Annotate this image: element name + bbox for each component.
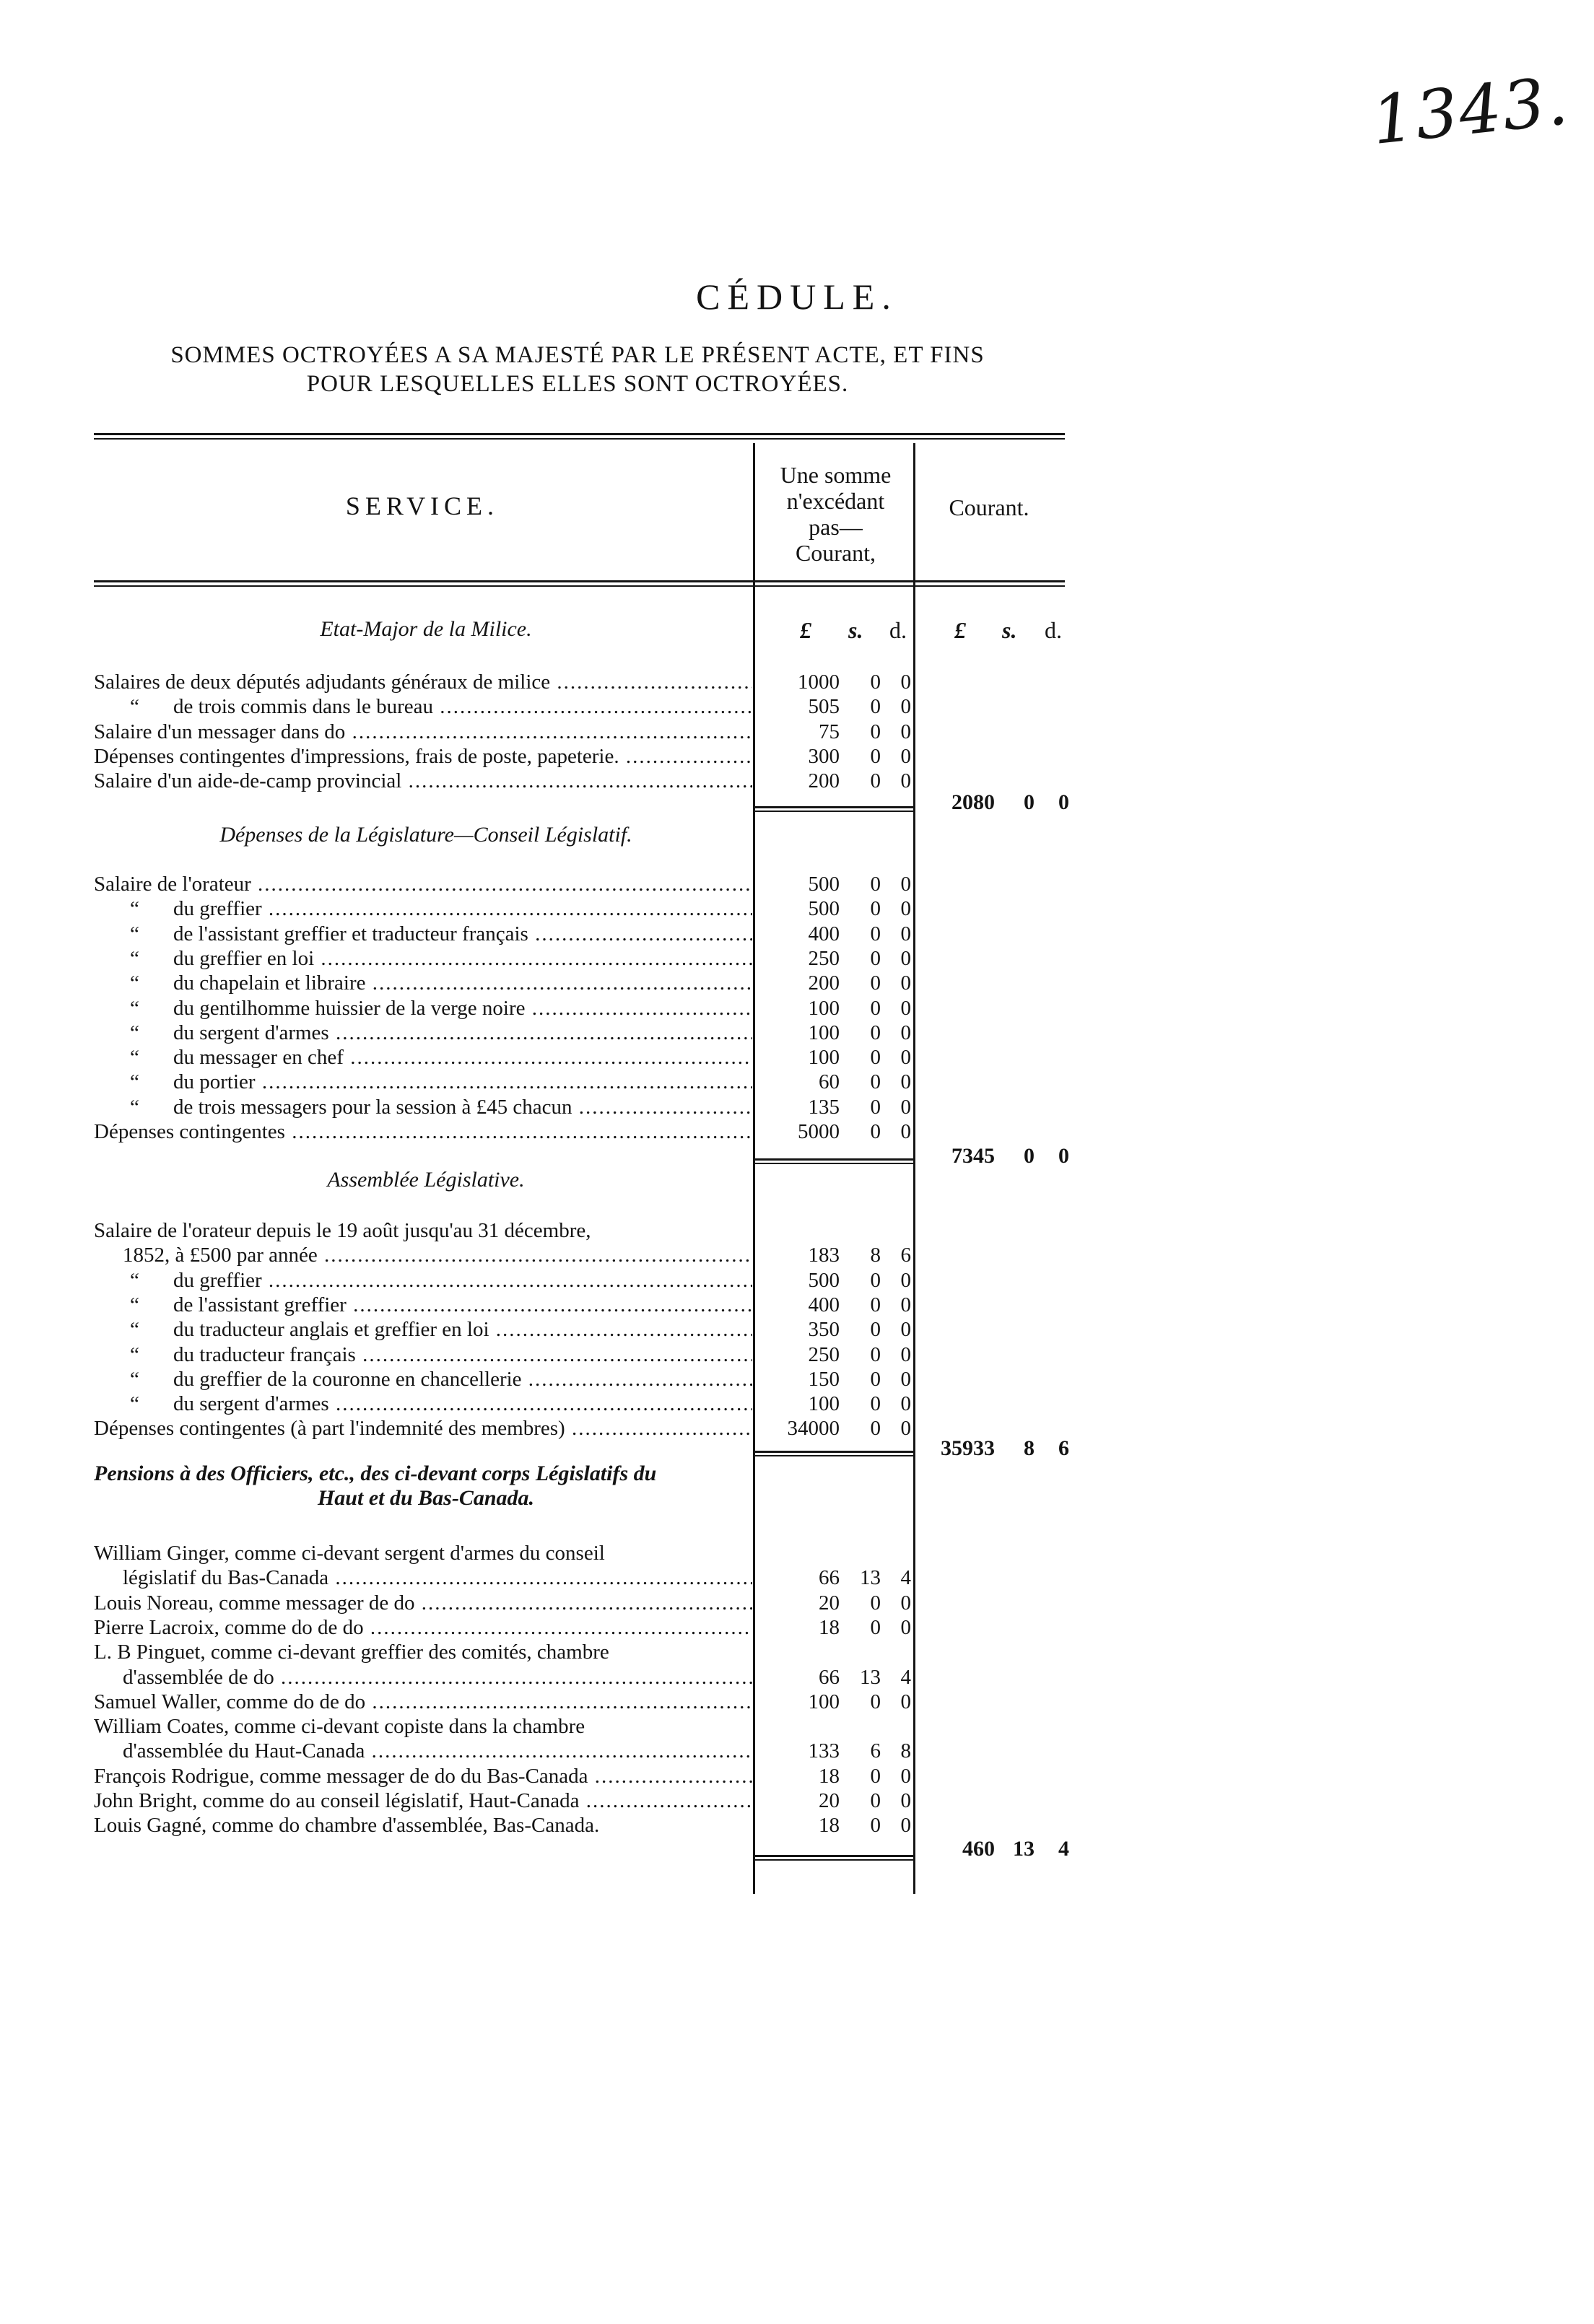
shillings-amount: 0 — [870, 1021, 881, 1044]
table-row — [94, 694, 911, 719]
table-row — [94, 1070, 911, 1094]
shillings-amount: 0 — [870, 1814, 881, 1838]
pounds-amount: 200 — [808, 769, 840, 793]
top-double-rule-2 — [94, 438, 1065, 440]
table-row — [94, 1591, 911, 1615]
row-description — [94, 769, 752, 793]
total-pounds: 7345 — [951, 1144, 995, 1168]
total-pence: 0 — [1058, 1144, 1069, 1168]
pounds-amount: 400 — [808, 922, 840, 945]
row-text: Dépenses contingentes — [94, 1120, 285, 1143]
row-text: du traducteur français — [173, 1342, 356, 1366]
subtitle-line-2: POUR LESQUELLES ELLES SONT OCTROYÉES. — [306, 371, 849, 397]
pounds-amount: 250 — [808, 1342, 840, 1366]
ditto-mark: “ — [130, 1367, 139, 1391]
pounds-amount: 500 — [808, 897, 840, 921]
row-description — [123, 1243, 752, 1267]
pence-amount: 0 — [900, 1690, 911, 1713]
pounds-amount: 183 — [808, 1244, 840, 1267]
total-shillings: 0 — [1024, 1144, 1035, 1168]
shillings-amount: 0 — [870, 1046, 881, 1070]
table-row — [94, 1615, 911, 1640]
table-row — [94, 744, 911, 769]
shillings-amount: 0 — [870, 744, 881, 768]
shillings-amount: 8 — [870, 1244, 881, 1267]
shillings-amount: 0 — [870, 1367, 881, 1391]
pound-header-2: £ — [954, 617, 966, 643]
row-description — [94, 1218, 752, 1243]
pence-amount: 0 — [900, 897, 911, 921]
pence-amount: 0 — [900, 1021, 911, 1044]
section-title — [101, 1168, 751, 1192]
row-description — [130, 1021, 752, 1045]
row-text: Dépenses contingentes (à part l'indemnité des membres) — [94, 1417, 565, 1441]
row-description — [94, 1119, 752, 1144]
row-text: du portier — [173, 1070, 256, 1094]
ditto-mark: “ — [130, 1293, 139, 1316]
table-row — [94, 1690, 911, 1714]
row-text: Salaires de deux députés adjudants généraux de milice — [94, 670, 551, 694]
table-row — [94, 1095, 911, 1119]
table-row — [94, 1243, 911, 1267]
shillings-amount: 0 — [870, 946, 881, 970]
pence-amount: 0 — [900, 1095, 911, 1119]
table-row — [94, 1293, 911, 1317]
table-row — [94, 1714, 859, 1739]
row-text: de l'assistant greffier — [173, 1293, 347, 1316]
shillings-amount: 0 — [870, 1690, 881, 1713]
ditto-mark: “ — [130, 1342, 139, 1366]
table-row — [94, 769, 911, 793]
table-row — [94, 720, 911, 744]
pounds-amount: 100 — [808, 1021, 840, 1044]
table-row — [94, 1739, 911, 1763]
shillings-amount: 0 — [870, 720, 881, 743]
shillings-amount: 0 — [870, 1417, 881, 1441]
pence-amount: 0 — [900, 971, 911, 995]
table-row — [94, 1342, 911, 1367]
table-row — [94, 1119, 911, 1144]
total-pence: 4 — [1058, 1837, 1069, 1861]
row-description — [130, 1045, 752, 1070]
row-text: L. B Pinguet, comme ci-devant greffier des comités, chambre — [94, 1641, 609, 1664]
shillings-amount: 0 — [870, 1789, 881, 1812]
pounds-amount: 20 — [819, 1591, 840, 1615]
table-row — [94, 946, 911, 971]
pence-amount: 0 — [900, 744, 911, 768]
pence-amount: 0 — [900, 1392, 911, 1416]
row-description — [130, 996, 752, 1021]
row-description — [130, 896, 752, 921]
shillings-amount: 0 — [870, 1318, 881, 1342]
shillings-amount: 0 — [870, 1342, 881, 1366]
row-text: du messager en chef — [173, 1046, 344, 1070]
ditto-mark: “ — [130, 946, 139, 970]
section-subtotal-rule — [755, 806, 915, 808]
pounds-amount: 18 — [819, 1764, 840, 1788]
row-text: du traducteur anglais et greffier en loi — [173, 1318, 489, 1342]
section-title-line: Dépenses de la Législature—Conseil Législatif. — [219, 823, 632, 847]
pence-amount: 0 — [900, 1615, 911, 1639]
section-title — [94, 1462, 758, 1511]
pence-amount: 0 — [900, 670, 911, 694]
shillings-amount: 0 — [870, 897, 881, 921]
section-title — [101, 617, 751, 642]
total-pounds: 2080 — [951, 790, 995, 814]
pounds-amount: 505 — [808, 695, 840, 719]
row-description — [94, 1416, 752, 1441]
table-row — [94, 1021, 911, 1045]
pounds-amount: 1000 — [798, 670, 840, 694]
row-description — [130, 922, 752, 946]
row-text: Samuel Waller, comme do de do — [94, 1690, 366, 1713]
shilling-header-2: s. — [1002, 617, 1017, 643]
row-text: Salaire d'un messager dans do — [94, 720, 346, 743]
shillings-amount: 0 — [870, 1293, 881, 1316]
row-text: du greffier — [173, 897, 262, 921]
table-row — [94, 1045, 911, 1070]
row-description — [130, 1095, 752, 1119]
row-text: 1852, à £500 par année — [123, 1244, 318, 1267]
row-description — [94, 1615, 752, 1640]
pounds-amount: 100 — [808, 996, 840, 1020]
pounds-amount: 100 — [808, 1392, 840, 1416]
row-description — [94, 670, 752, 694]
header-bottom-rule — [94, 580, 1065, 582]
table-row — [94, 1268, 911, 1293]
row-description — [94, 1690, 752, 1714]
table-row — [94, 1218, 859, 1243]
row-text: du sergent d'armes — [173, 1021, 329, 1044]
row-text: du gentilhomme huissier de la verge noire — [173, 996, 526, 1020]
ditto-mark: “ — [130, 1070, 139, 1094]
shillings-amount: 0 — [870, 1392, 881, 1416]
section-subtotal-rule-2 — [755, 1455, 915, 1456]
pound-header-1: £ — [800, 617, 811, 643]
table-row — [94, 1317, 911, 1342]
pounds-amount: 500 — [808, 1268, 840, 1292]
table-row — [94, 872, 911, 896]
column-divider-2 — [913, 443, 915, 1894]
total-pounds: 35933 — [941, 1436, 995, 1460]
shillings-amount: 0 — [870, 769, 881, 793]
section-title-line: Assemblée Législative. — [327, 1168, 525, 1192]
row-description — [123, 1565, 752, 1590]
pounds-amount: 350 — [808, 1318, 840, 1342]
header-somme-line-3: pas— — [809, 514, 863, 540]
pounds-amount: 400 — [808, 1293, 840, 1316]
section-total — [915, 790, 1069, 815]
shillings-amount: 0 — [870, 1764, 881, 1788]
pence-amount: 0 — [900, 1814, 911, 1838]
section-subtotal-rule — [755, 1855, 915, 1857]
shillings-amount: 0 — [870, 996, 881, 1020]
row-text: de l'assistant greffier et traducteur français — [173, 922, 528, 945]
ditto-mark: “ — [130, 922, 139, 945]
row-description — [94, 1640, 752, 1664]
table-row — [94, 1813, 911, 1838]
pounds-amount: 250 — [808, 946, 840, 970]
row-text: d'assemblée de do — [123, 1665, 274, 1689]
section-total — [915, 1436, 1069, 1461]
row-description — [130, 1367, 752, 1392]
row-text: d'assemblée du Haut-Canada — [123, 1739, 365, 1763]
pounds-amount: 66 — [819, 1566, 840, 1590]
pounds-amount: 500 — [808, 873, 840, 896]
ditto-mark: “ — [130, 1021, 139, 1044]
row-description — [123, 1665, 752, 1690]
pence-amount: 0 — [900, 1417, 911, 1441]
section-subtotal-rule — [755, 1451, 915, 1453]
pounds-amount: 100 — [808, 1046, 840, 1070]
total-shillings: 0 — [1024, 790, 1035, 814]
section-title-line: Etat-Major de la Milice. — [320, 617, 532, 641]
total-shillings: 13 — [1013, 1837, 1035, 1861]
table-row — [94, 896, 911, 921]
pounds-amount: 5000 — [798, 1120, 840, 1143]
pounds-amount: 200 — [808, 971, 840, 995]
row-text: François Rodrigue, comme messager de do du Bas-Canada — [94, 1764, 588, 1788]
header-bottom-rule-2 — [94, 585, 1065, 587]
row-text: Dépenses contingentes d'impressions, frais de poste, papeterie. — [94, 744, 619, 768]
row-text: Salaire de l'orateur — [94, 873, 251, 896]
pounds-amount: 18 — [819, 1814, 840, 1838]
pounds-amount: 60 — [819, 1070, 840, 1094]
pence-amount: 0 — [900, 1367, 911, 1391]
row-text: Salaire de l'orateur depuis le 19 août jusqu'au 31 décembre, — [94, 1219, 591, 1242]
pence-amount: 4 — [900, 1665, 911, 1689]
row-text: du greffier — [173, 1268, 262, 1292]
pounds-amount: 18 — [819, 1615, 840, 1639]
row-description — [94, 1714, 752, 1739]
ditto-mark: “ — [130, 1095, 139, 1119]
ditto-mark: “ — [130, 695, 139, 719]
section-subtotal-rule-2 — [755, 1859, 915, 1861]
pence-amount: 0 — [900, 1342, 911, 1366]
pounds-amount: 34000 — [787, 1417, 840, 1441]
shillings-amount: 6 — [870, 1739, 881, 1763]
section-title-line: Pensions à des Officiers, etc., des ci-devant corps Législatifs du — [94, 1462, 657, 1485]
pounds-amount: 66 — [819, 1665, 840, 1689]
page-number: 1343. — [1368, 62, 1573, 160]
row-text: de trois commis dans le bureau — [173, 695, 433, 719]
pence-amount: 0 — [900, 1764, 911, 1788]
row-description — [130, 1070, 752, 1094]
row-description — [94, 872, 752, 896]
row-description — [130, 694, 752, 719]
row-text: du greffier en loi — [173, 946, 315, 970]
pounds-amount: 150 — [808, 1367, 840, 1391]
table-row — [94, 1416, 911, 1441]
pence-amount: 0 — [900, 1268, 911, 1292]
row-text: William Coates, comme ci-devant copiste dans la chambre — [94, 1715, 585, 1739]
row-description — [130, 1293, 752, 1317]
pounds-amount: 20 — [819, 1789, 840, 1812]
table-row — [94, 1640, 859, 1664]
section-subtotal-rule-2 — [755, 811, 915, 812]
row-text: du chapelain et libraire — [173, 971, 366, 995]
total-pounds: 460 — [962, 1837, 995, 1861]
pence-amount: 0 — [900, 922, 911, 945]
header-somme-line-2: n'excédant — [786, 488, 885, 514]
row-description — [94, 1541, 752, 1565]
pence-amount: 0 — [900, 1789, 911, 1812]
shilling-header-1: s. — [848, 617, 863, 643]
row-description — [130, 1268, 752, 1293]
pounds-amount: 135 — [808, 1095, 840, 1119]
row-description — [94, 720, 752, 744]
shillings-amount: 0 — [870, 1070, 881, 1094]
row-text: Salaire d'un aide-de-camp provincial — [94, 769, 402, 793]
pence-amount: 0 — [900, 873, 911, 896]
row-description — [94, 1788, 752, 1813]
document-title: CÉDULE. — [696, 276, 898, 317]
row-text: Louis Gagné, comme do chambre d'assemblée, Bas-Canada. — [94, 1814, 600, 1838]
ditto-mark: “ — [130, 1392, 139, 1416]
row-description — [94, 1813, 752, 1838]
pence-amount: 0 — [900, 996, 911, 1020]
total-shillings: 8 — [1024, 1436, 1035, 1460]
document-subtitle — [65, 341, 1090, 398]
shillings-amount: 0 — [870, 873, 881, 896]
table-row — [94, 1565, 911, 1590]
section-total — [915, 1144, 1069, 1168]
ditto-mark: “ — [130, 971, 139, 995]
pence-amount: 8 — [900, 1739, 911, 1763]
row-description — [130, 946, 752, 971]
row-description — [94, 744, 752, 769]
row-description — [130, 1342, 752, 1367]
shillings-amount: 0 — [870, 1095, 881, 1119]
shillings-amount: 13 — [860, 1665, 881, 1689]
row-description — [130, 1317, 752, 1342]
pence-amount: 4 — [900, 1566, 911, 1590]
ditto-mark: “ — [130, 1318, 139, 1342]
row-text: du greffier de la couronne en chancellerie — [173, 1367, 522, 1391]
table-row — [94, 1788, 911, 1813]
row-description — [130, 1392, 752, 1416]
pence-amount: 0 — [900, 1591, 911, 1615]
subtitle-line-1: SOMMES OCTROYÉES A SA MAJESTÉ PAR LE PRÉSENT ACTE, ET FINS — [170, 342, 985, 368]
pence-amount: 0 — [900, 946, 911, 970]
pence-amount: 0 — [900, 1120, 911, 1143]
row-text: John Bright, comme do au conseil législatif, Haut-Canada — [94, 1789, 580, 1812]
pence-amount: 0 — [900, 769, 911, 793]
shillings-amount: 0 — [870, 1268, 881, 1292]
total-pence: 0 — [1058, 790, 1069, 814]
pence-amount: 0 — [900, 695, 911, 719]
row-description — [94, 1764, 752, 1788]
shillings-amount: 0 — [870, 695, 881, 719]
section-total — [915, 1837, 1069, 1861]
table-row — [94, 1541, 859, 1565]
pence-header-1: d. — [889, 617, 907, 643]
pounds-amount: 300 — [808, 744, 840, 768]
row-text: du sergent d'armes — [173, 1392, 329, 1416]
pence-header-2: d. — [1045, 617, 1062, 643]
ditto-mark: “ — [130, 1268, 139, 1292]
ditto-mark: “ — [130, 1046, 139, 1070]
section-title-line-2: Haut et du Bas-Canada. — [317, 1486, 535, 1510]
pounds-amount: 133 — [808, 1739, 840, 1763]
pence-amount: 0 — [900, 1293, 911, 1316]
table-row — [94, 1392, 911, 1416]
shillings-amount: 0 — [870, 670, 881, 694]
header-somme-line-1: Une somme — [780, 462, 892, 488]
section-subtotal-rule — [755, 1158, 915, 1161]
table-row — [94, 1764, 911, 1788]
shillings-amount: 0 — [870, 1615, 881, 1639]
table-row — [94, 996, 911, 1021]
top-double-rule — [94, 433, 1065, 435]
header-somme-line-4: Courant, — [795, 540, 876, 566]
ditto-mark: “ — [130, 897, 139, 921]
shillings-amount: 0 — [870, 922, 881, 945]
shillings-amount: 0 — [870, 1591, 881, 1615]
pence-amount: 0 — [900, 1318, 911, 1342]
pounds-amount: 100 — [808, 1690, 840, 1713]
table-row — [94, 971, 911, 995]
header-courant: Courant. — [949, 494, 1029, 520]
pence-amount: 0 — [900, 720, 911, 743]
row-text: Pierre Lacroix, comme do de do — [94, 1615, 364, 1639]
table-row — [94, 1367, 911, 1392]
pence-amount: 0 — [900, 1070, 911, 1094]
row-description — [130, 971, 752, 995]
table-row — [94, 1665, 911, 1690]
pence-amount: 0 — [900, 1046, 911, 1070]
row-text: Louis Noreau, comme messager de do — [94, 1591, 415, 1615]
section-title — [101, 823, 751, 847]
row-text: de trois messagers pour la session à £45 chacun — [173, 1095, 572, 1119]
pounds-amount: 75 — [819, 720, 840, 743]
pence-amount: 6 — [900, 1244, 911, 1267]
row-description — [94, 1591, 752, 1615]
shillings-amount: 0 — [870, 971, 881, 995]
table-row — [94, 670, 911, 694]
row-text: législatif du Bas-Canada — [123, 1566, 329, 1590]
header-somme — [754, 462, 917, 566]
table-row — [94, 922, 911, 946]
section-subtotal-rule-2 — [755, 1163, 915, 1164]
shillings-amount: 0 — [870, 1120, 881, 1143]
total-pence: 6 — [1058, 1436, 1069, 1460]
row-description — [123, 1739, 752, 1763]
shillings-amount: 13 — [860, 1566, 881, 1590]
row-text: William Ginger, comme ci-devant sergent d'armes du conseil — [94, 1542, 605, 1565]
ditto-mark: “ — [130, 996, 139, 1020]
header-service: SERVICE. — [345, 492, 500, 520]
